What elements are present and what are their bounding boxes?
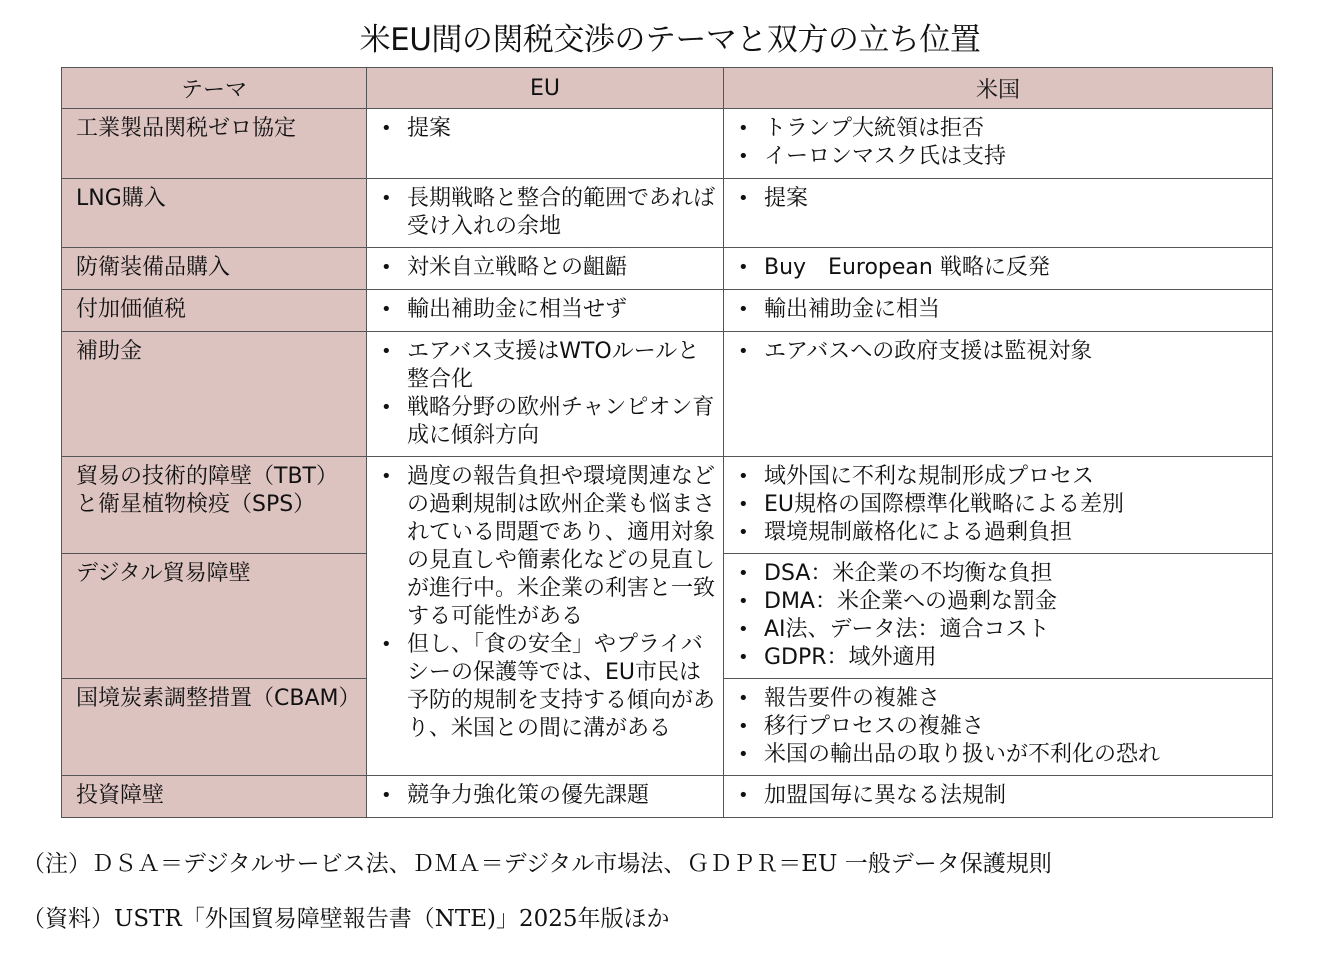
comparison-table [61, 67, 1273, 818]
us-bullet: • 環境規制厳格化による過剰負担 [736, 519, 1264, 547]
us-bullet: • 輸出補助金に相当 [736, 296, 1264, 324]
us-bullet: • AI法、データ法：適合コスト [736, 616, 1264, 644]
eu-cell [367, 179, 724, 248]
eu-cell [367, 332, 724, 457]
table-row [62, 179, 1273, 248]
us-bullet: • 移行プロセスの複雑さ [736, 713, 1264, 741]
eu-bullet: • 輸出補助金に相当せず [379, 296, 715, 324]
us-bullet: • DMA：米企業への過剰な罰金 [736, 588, 1264, 616]
us-bullet: • DSA：米企業の不均衡な負担 [736, 560, 1264, 588]
eu-bullet: • 但し、「食の安全」やプライバシーの保護等では、EU市民は予防的規制を支持する傾向があり、米国との間に溝がある [379, 631, 715, 743]
us-bullet: • 報告要件の複雑さ [736, 685, 1264, 713]
us-bullet: • 提案 [736, 185, 1264, 213]
us-cell [724, 332, 1273, 457]
header-theme: テーマ [62, 68, 367, 109]
eu-cell [367, 290, 724, 332]
page-title: 米EU間の関税交渉のテーマと双方の立ち位置 [359, 22, 981, 58]
eu-bullet: • 提案 [379, 115, 715, 143]
theme-cell: 付加価値税 [62, 290, 367, 332]
us-bullet: • EU規格の国際標準化戦略による差別 [736, 491, 1264, 519]
eu-bullet: • エアバス支援はWTOルールと整合化 [379, 338, 715, 394]
table-row [62, 248, 1273, 290]
us-cell [724, 109, 1273, 179]
us-bullet: • GDPR：域外適用 [736, 644, 1264, 672]
eu-bullet: • 対米自立戦略との齟齬 [379, 254, 715, 282]
us-bullet: • Buy European 戦略に反発 [736, 254, 1264, 282]
theme-cell: デジタル貿易障壁 [62, 554, 367, 679]
us-cell [724, 290, 1273, 332]
table-row [62, 332, 1273, 457]
footnote: （注）ＤＳＡ＝デジタルサービス法、ＤＭＡ＝デジタル市場法、ＧＤＰＲ＝EU 一般データ保護規則 [22, 851, 1052, 877]
us-bullet: • 米国の輸出品の取り扱いが不利化の恐れ [736, 741, 1264, 769]
theme-cell: 防衛装備品購入 [62, 248, 367, 290]
header-eu: EU [367, 68, 724, 109]
theme-cell: 工業製品関税ゼロ協定 [62, 109, 367, 179]
table-row [62, 290, 1273, 332]
table-row [62, 457, 1273, 554]
source-note: （資料）USTR「外国貿易障壁報告書（NTE)」2025年版ほか [22, 906, 670, 932]
us-bullet: • 加盟国毎に異なる法規制 [736, 782, 1264, 810]
theme-cell: LNG購入 [62, 179, 367, 248]
us-bullet: • エアバスへの政府支援は監視対象 [736, 338, 1264, 366]
eu-cell [367, 776, 724, 818]
theme-cell: 投資障壁 [62, 776, 367, 818]
eu-merged-cell [367, 457, 724, 776]
header-us: 米国 [724, 68, 1273, 109]
us-cell [724, 457, 1273, 554]
eu-bullet: • 競争力強化策の優先課題 [379, 782, 715, 810]
table-header-row [62, 68, 1273, 109]
us-bullet: • トランプ大統領は拒否 [736, 115, 1264, 143]
us-cell [724, 179, 1273, 248]
us-cell [724, 679, 1273, 776]
us-cell [724, 248, 1273, 290]
eu-cell [367, 109, 724, 179]
us-cell [724, 776, 1273, 818]
table-row [62, 776, 1273, 818]
eu-bullet: • 過度の報告負担や環境関連などの過剰規制は欧州企業も悩まされている問題であり、適用対象の見直しや簡素化などの見直しが進行中。米企業の利害と一致する可能性がある [379, 463, 715, 631]
theme-cell: 貿易の技術的障壁（TBT）と衛星植物検疫（SPS） [62, 457, 367, 554]
theme-cell: 国境炭素調整措置（CBAM） [62, 679, 367, 776]
eu-bullet: • 戦略分野の欧州チャンピオン育成に傾斜方向 [379, 394, 715, 450]
us-bullet: • 域外国に不利な規制形成プロセス [736, 463, 1264, 491]
theme-cell: 補助金 [62, 332, 367, 457]
us-bullet: • イーロンマスク氏は支持 [736, 143, 1264, 171]
table-row [62, 109, 1273, 179]
us-cell [724, 554, 1273, 679]
eu-cell [367, 248, 724, 290]
eu-bullet: • 長期戦略と整合的範囲であれば受け入れの余地 [379, 185, 715, 241]
